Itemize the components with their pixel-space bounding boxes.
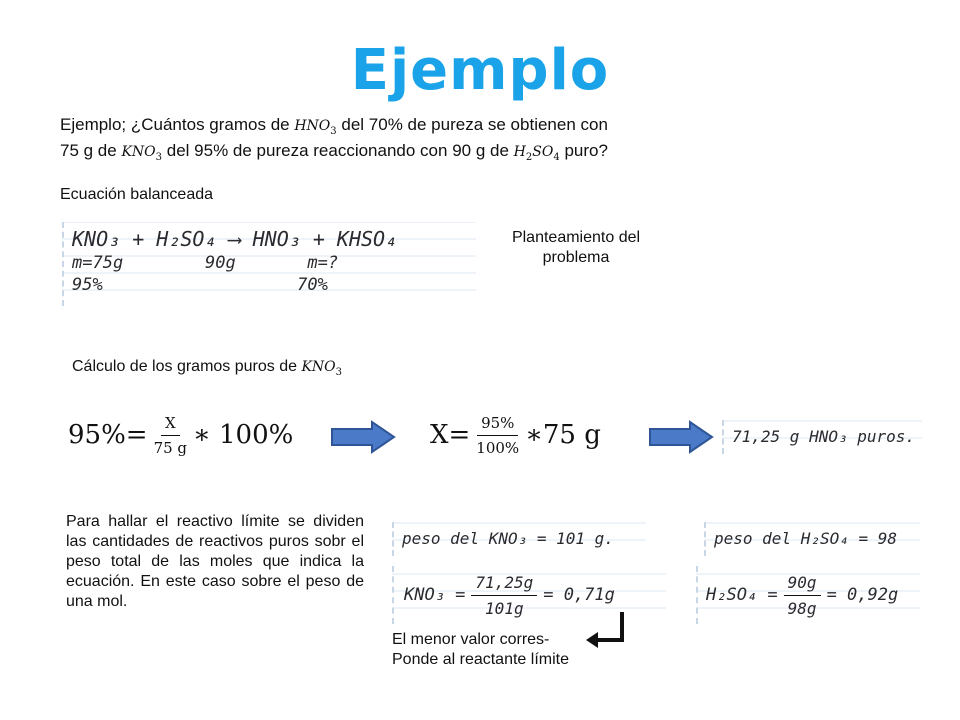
equation-row: m=75g 90g m=? — [72, 253, 339, 273]
bent-arrow-icon — [584, 610, 630, 652]
question-text: del 70% de pureza se obtienen con — [341, 115, 608, 134]
balanced-equation-label: Ecuación balanceada — [60, 186, 214, 203]
question-line-2 — [60, 138, 608, 171]
handwritten-weight-h2so4: peso del H₂SO₄ = 98 — [704, 522, 920, 556]
handwritten-weight-kno3: peso del KNO₃ = 101 g. — [392, 522, 646, 556]
limiting-reagent-note: El menor valor corres- Ponde al reactante límite — [392, 631, 569, 668]
equation-row: 95% 70% — [72, 275, 328, 295]
calc-label: Cálculo de los gramos puros de $KNO_3$ — [72, 358, 343, 378]
question-text: 75 g de — [60, 141, 117, 160]
handwritten-ratio-h2so4: H₂SO₄ = $\frac{90g}{98g}$ = 0,92g — [696, 566, 920, 624]
question-text: puro? — [564, 141, 608, 160]
handwritten-ratio-kno3: KNO₃ = $\frac{71,25g}{101g}$ = 0,71g — [392, 566, 666, 624]
formula-percent: 95%= $\frac{X}{75 g}$ ∗ 100% — [68, 413, 294, 457]
formula-kno3: $KNO_3$ — [121, 144, 163, 163]
formula-h2so4: $H_2SO_4$ — [513, 144, 560, 163]
question-text: del 95% de pureza reaccionando con 90 g de — [166, 141, 509, 160]
formula-x: X= $\frac{95\%}{100\%}$ ∗75 g — [430, 413, 601, 457]
page-title: Ejemplo — [350, 38, 610, 103]
arrow-right-icon — [648, 420, 714, 454]
handwritten-equation — [62, 222, 476, 306]
equation-row: KNO₃ + H₂SO₄ ⟶ HNO₃ + KHSO₄ — [72, 227, 398, 251]
handwritten-result: 71,25 g HNO₃ puros. — [722, 420, 922, 454]
limiting-reagent-explanation: Para hallar el reactivo límite se dividen las cantidades de reactivos puros sobr el peso total de las moles que indica la ecuación. En este caso sobre el peso de una mol. — [66, 513, 364, 610]
question-text: Ejemplo; ¿Cuántos gramos de — [60, 115, 290, 134]
planteamiento-label: Planteamiento del problema — [511, 229, 641, 266]
formula-hno3: $HNO_3$ — [294, 118, 337, 137]
arrow-right-icon — [330, 420, 396, 454]
